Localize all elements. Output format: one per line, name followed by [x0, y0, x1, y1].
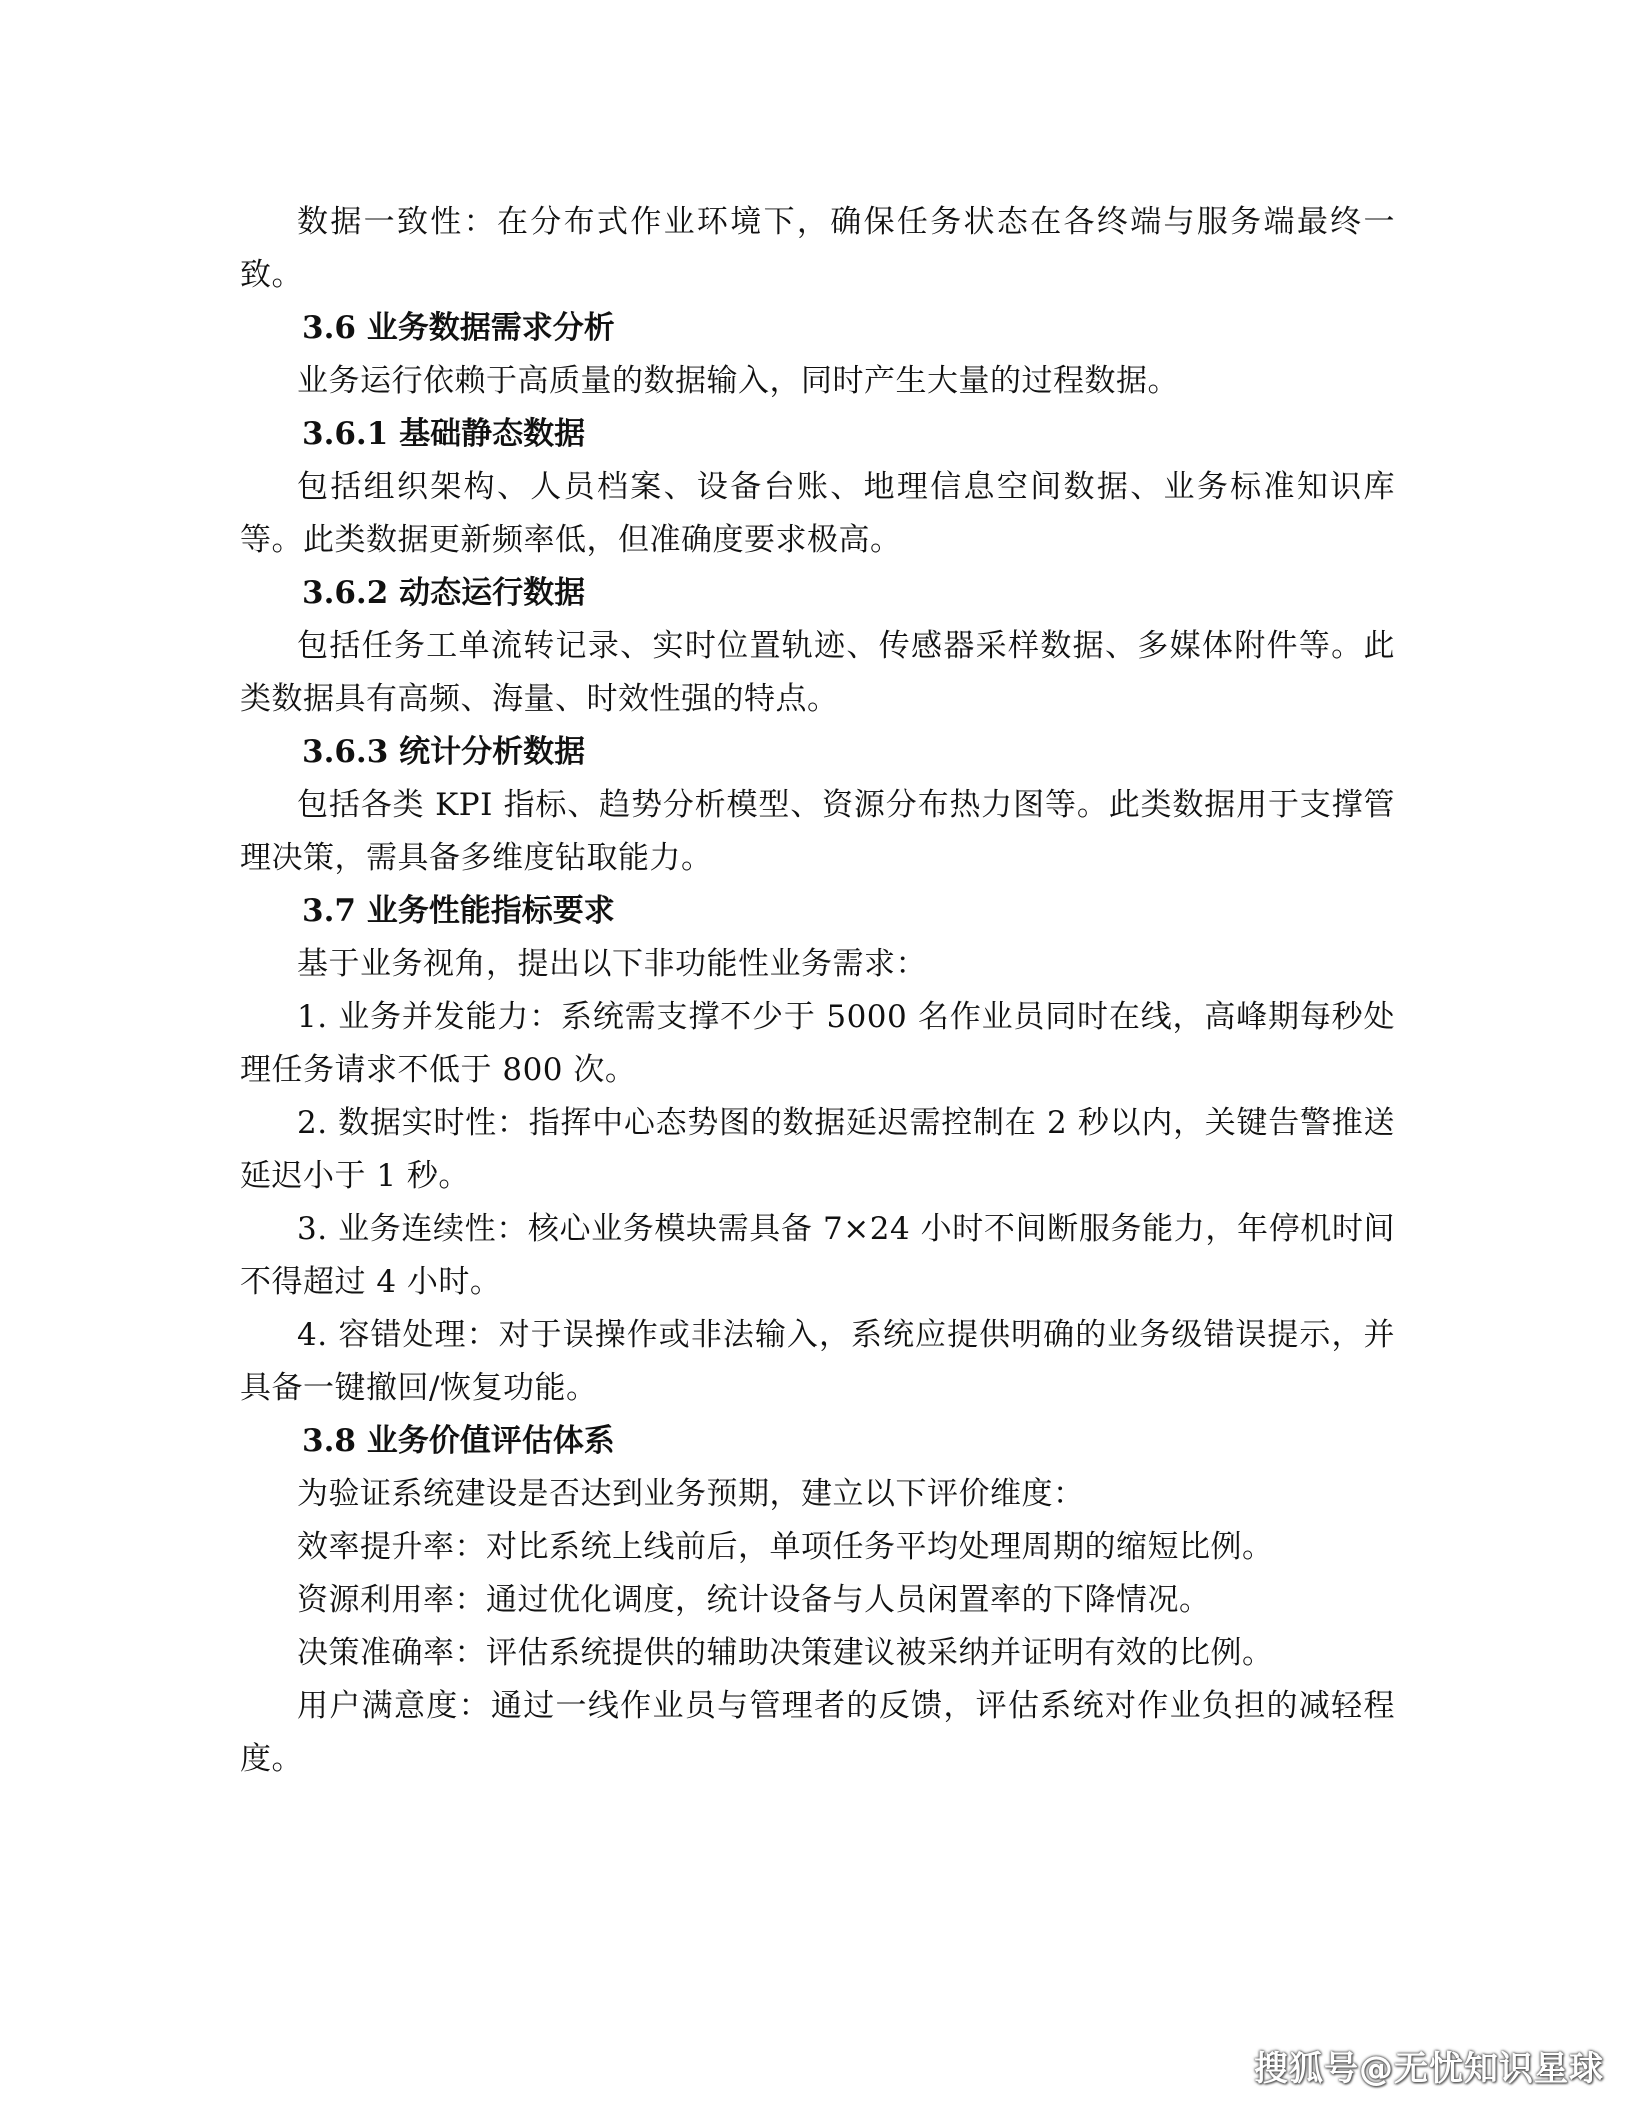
paragraph-3-6-2-body: 包括任务工单流转记录、实时位置轨迹、传感器采样数据、多媒体附件等。此类数据具有高频、海量、时效性强的特点。 — [240, 628, 1395, 717]
list-item-concurrency: 1. 业务并发能力：系统需支撑不少于 5000 名作业员同时在线，高峰期每秒处理任务请求不低于 800 次。 — [240, 999, 1395, 1088]
section-heading-3-7: 3.7 业务性能指标要求 — [302, 893, 615, 929]
metric-resource-utilization: 资源利用率：通过优化调度，统计设备与人员闲置率的下降情况。 — [297, 1582, 1211, 1618]
list-item-realtime: 2. 数据实时性：指挥中心态势图的数据延迟需控制在 2 秒以内，关键告警推送延迟小于 1 秒。 — [240, 1105, 1395, 1194]
paragraph-data-consistency: 数据一致性：在分布式作业环境下，确保任务状态在各终端与服务端最终一致。 — [240, 204, 1395, 293]
metric-efficiency: 效率提升率：对比系统上线前后，单项任务平均处理周期的缩短比例。 — [297, 1529, 1274, 1565]
section-heading-3-6-3: 3.6.3 统计分析数据 — [302, 734, 586, 770]
paragraph-3-6-1-body: 包括组织架构、人员档案、设备台账、地理信息空间数据、业务标准知识库等。此类数据更新频率低，但准确度要求极高。 — [240, 469, 1395, 558]
section-heading-3-8: 3.8 业务价值评估体系 — [302, 1423, 615, 1459]
paragraph-3-8-intro: 为验证系统建设是否达到业务预期，建立以下评价维度： — [297, 1476, 1085, 1512]
metric-decision-accuracy: 决策准确率：评估系统提供的辅助决策建议被采纳并证明有效的比例。 — [297, 1635, 1274, 1671]
section-heading-3-6-2: 3.6.2 动态运行数据 — [302, 575, 586, 611]
list-item-fault-tolerance: 4. 容错处理：对于误操作或非法输入，系统应提供明确的业务级错误提示，并具备一键撤回/恢复功能。 — [240, 1317, 1395, 1406]
section-heading-3-6-1: 3.6.1 基础静态数据 — [302, 416, 586, 452]
metric-user-satisfaction: 用户满意度：通过一线作业员与管理者的反馈，评估系统对作业负担的减轻程度。 — [240, 1688, 1395, 1777]
paragraph-3-7-intro: 基于业务视角，提出以下非功能性业务需求： — [297, 946, 927, 982]
paragraph-3-6-3-body: 包括各类 KPI 指标、趋势分析模型、资源分布热力图等。此类数据用于支撑管理决策，需具备多维度钻取能力。 — [240, 787, 1395, 876]
watermark: 搜狐号@无忧知识星球 — [1254, 2049, 1604, 2089]
document-body — [240, 196, 1395, 1786]
list-item-continuity: 3. 业务连续性：核心业务模块需具备 7×24 小时不间断服务能力，年停机时间不得超过 4 小时。 — [240, 1211, 1395, 1300]
paragraph-3-6-intro: 业务运行依赖于高质量的数据输入，同时产生大量的过程数据。 — [297, 363, 1179, 399]
section-heading-3-6: 3.6 业务数据需求分析 — [302, 310, 615, 346]
